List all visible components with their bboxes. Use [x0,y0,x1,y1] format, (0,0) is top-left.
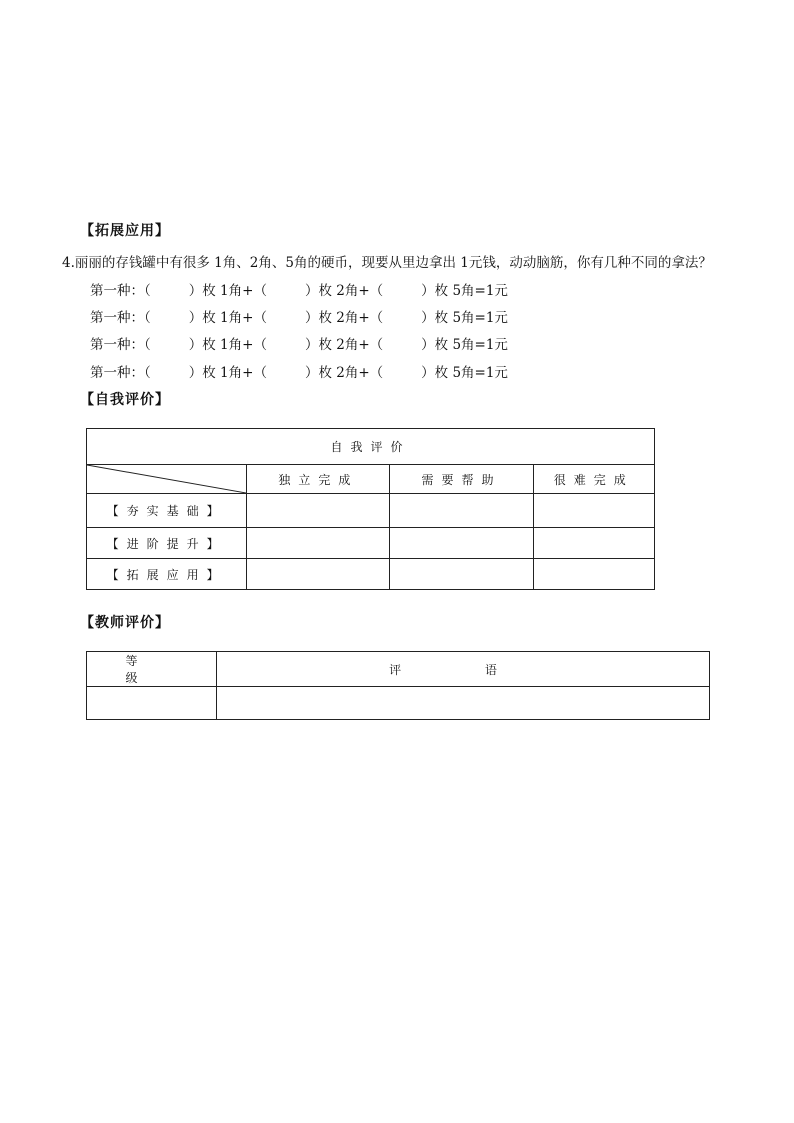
method-part1: ）枚 1角+（ [188,365,267,381]
method-line-2 [90,306,508,326]
teacher-evaluation-table [86,651,710,720]
question-text: 4.丽丽的存钱罐中有很多 1角、2角、5角的硬币，现要从里边拿出 1元钱，动动脑筋，你有几种不同的拿法？ [62,255,712,271]
diagonal-header-cell [87,465,247,494]
method-part2: ）枚 2角+（ [304,365,384,381]
row-label-advanced: 【进阶提升】 [87,528,247,559]
method-part1: ）枚 1角+（ [188,283,267,299]
method-part3: ）枚 5角=1元 [421,310,508,326]
grade-cell[interactable] [87,687,217,720]
column-header-difficult: 很难完成 [533,465,654,494]
self-evaluation-table [86,428,655,590]
rating-cell[interactable] [390,494,533,528]
rating-cell[interactable] [247,559,390,590]
row-label-extension: 【拓展应用】 [87,559,247,590]
rating-cell[interactable] [390,559,533,590]
rating-cell[interactable] [533,494,654,528]
method-part2: ）枚 2角+（ [304,310,384,326]
diagonal-line [87,465,246,493]
method-part2: ）枚 2角+（ [304,337,384,353]
method-line-3 [90,333,508,353]
method-part1: ）枚 1角+（ [188,310,267,326]
section-heading-teacher-eval: 【教师评价】 [80,615,170,631]
method-label: 第一种：（ [90,365,151,381]
method-label: 第一种：（ [90,283,151,299]
comment-cell[interactable] [217,687,710,720]
method-part1: ）枚 1角+（ [188,337,267,353]
column-header-independent: 独立完成 [247,465,390,494]
method-line-4 [90,361,508,381]
rating-cell[interactable] [533,559,654,590]
method-part3: ）枚 5角=1元 [421,283,508,299]
method-label: 第一种：（ [90,337,151,353]
row-label-basics: 【夯实基础】 [87,494,247,528]
method-part3: ）枚 5角=1元 [421,365,508,381]
rating-cell[interactable] [247,494,390,528]
method-part3: ）枚 5角=1元 [421,337,508,353]
section-heading-self-eval: 【自我评价】 [80,392,170,408]
section-heading-extension: 【拓展应用】 [80,223,170,239]
grade-header: 等 级 [87,652,217,687]
method-line-1 [90,279,508,299]
rating-cell[interactable] [247,528,390,559]
comment-header: 评 语 [217,652,710,687]
self-table-title: 自我评价 [87,429,655,465]
column-header-need-help: 需要帮助 [390,465,533,494]
rating-cell[interactable] [533,528,654,559]
method-part2: ）枚 2角+（ [304,283,384,299]
method-label: 第一种：（ [90,310,151,326]
rating-cell[interactable] [390,528,533,559]
